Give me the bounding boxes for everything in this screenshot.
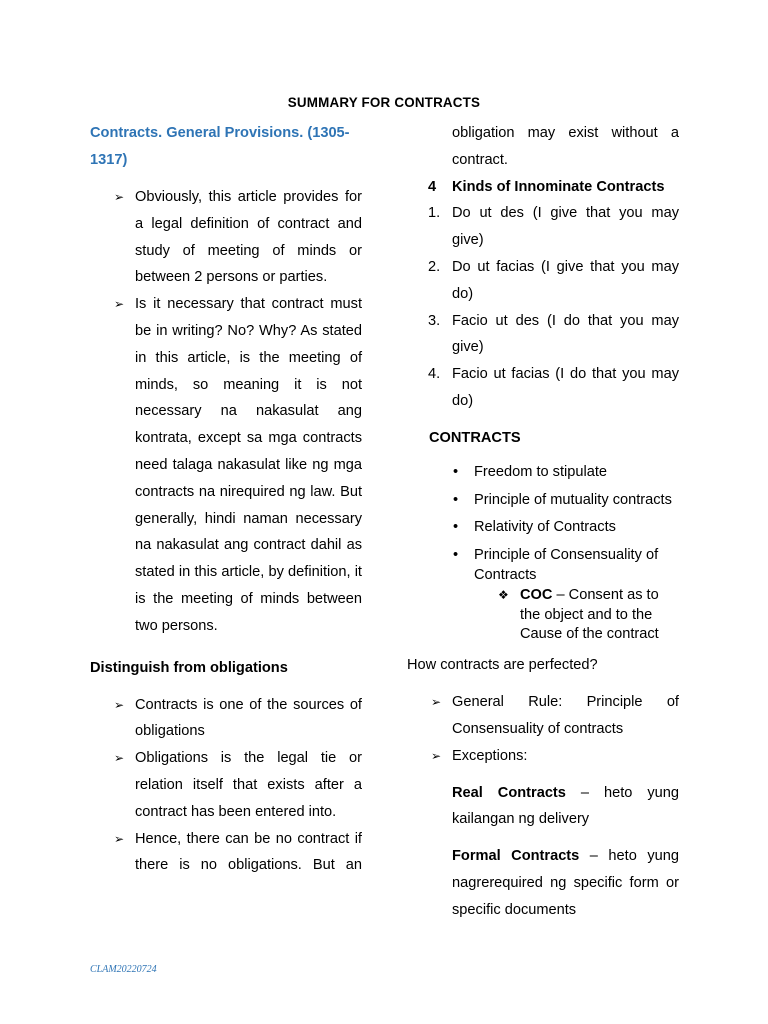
list-number: 4.: [428, 366, 441, 383]
list-item-text: Principle of mutuality contracts: [474, 491, 672, 508]
list-item-text: Freedom to stipulate: [474, 463, 608, 480]
list-item-text: Facio ut facias (I do that you may do): [452, 366, 679, 409]
right-column: [407, 120, 679, 924]
coc-label: COC: [520, 586, 553, 603]
list-item: [90, 692, 362, 746]
list-item: [407, 361, 679, 415]
list-item: [407, 463, 679, 483]
list-number: 2.: [428, 258, 441, 275]
list-item-text: Obligations is the legal tie or relation itself that exists after a contract has been entered into.: [135, 750, 362, 820]
general-provisions-list: [90, 184, 362, 640]
list-item-text: Relativity of Contracts: [474, 519, 616, 536]
kinds-heading-text: Kinds of Innominate Contracts: [452, 178, 665, 195]
arrow-bullet-icon: ➢: [114, 190, 125, 204]
list-item: [407, 689, 679, 743]
list-item-text: General Rule: Principle of Consensuality of contracts: [452, 694, 679, 737]
diamond-bullet-icon: ❖: [498, 587, 509, 602]
formal-contracts-label: Formal Contracts: [452, 848, 580, 865]
kinds-number: 4: [428, 178, 437, 195]
list-item: [90, 184, 362, 291]
list-item-text: Is it necessary that contract must be in writing? No? Why? As stated in this article, is the meeting of minds, so meaning it is not necessary na nakasulat ang kontrata, except sa mga contracts need talaga nakasulat like ng mga contracts na nirequired ng law. But generally, hindi naman necessary na nakasulat ang contract dahil as stated in this article, by definition, it is the meeting of minds between two persons.: [135, 296, 362, 634]
list-item: [90, 745, 362, 825]
list-item-text: Contracts is one of the sources of obligations: [135, 696, 362, 740]
list-item-text: Do ut des (I give that you may give): [452, 205, 679, 249]
page-title: SUMMARY FOR CONTRACTS: [287, 95, 481, 110]
section-heading-distinguish: Distinguish from obligations: [90, 659, 288, 676]
list-item: [90, 826, 362, 880]
list-item: [407, 254, 679, 308]
arrow-bullet-icon: ➢: [114, 831, 125, 846]
coc-text: – Consent as to the object and to the Cause of the contract: [520, 586, 659, 643]
dot-bullet-icon: •: [453, 519, 459, 536]
real-contracts-text: – heto yung kailangan ng delivery: [452, 784, 679, 828]
perfected-question: How contracts are perfected?: [407, 657, 598, 674]
list-item: [407, 546, 679, 586]
document-footer-code: CLAM20220724: [90, 964, 157, 975]
section-heading-general-provisions: Contracts. General Provisions. (1305-1317): [90, 125, 350, 168]
distinguish-list: [90, 692, 362, 880]
perfected-list: [407, 689, 679, 769]
arrow-bullet-icon: ➢: [114, 751, 125, 766]
list-number: 1.: [428, 205, 441, 222]
list-item-text: Obviously, this article provides for a legal definition of contract and study of meeting of minds or between 2 persons or parties.: [135, 189, 362, 286]
list-number: 3.: [428, 312, 441, 329]
list-item: [407, 743, 679, 770]
list-item-text: Do ut facias (I give that you may do): [452, 258, 679, 302]
list-item-text: Exceptions:: [452, 747, 528, 764]
real-contracts-paragraph: [407, 780, 679, 834]
list-item-text: Facio ut des (I do that you may give): [452, 312, 679, 356]
list-item: [90, 291, 362, 639]
arrow-bullet-icon: ➢: [431, 748, 442, 763]
dot-bullet-icon: •: [453, 491, 459, 508]
arrow-bullet-icon: ➢: [431, 695, 442, 710]
real-contracts-label: Real Contracts: [452, 784, 566, 801]
contracts-principles-list: [407, 463, 679, 586]
dot-bullet-icon: •: [453, 463, 459, 480]
formal-contracts-paragraph: [407, 843, 679, 923]
innominate-contracts-list: [407, 200, 679, 414]
kinds-heading: [407, 174, 679, 201]
list-item-text: Principle of Consensuality of Contracts: [474, 547, 659, 583]
list-item: [407, 200, 679, 254]
continuation-text: obligation may exist without a contract.: [452, 125, 679, 168]
formal-contracts-text: – heto yung nagrerequired ng specific form or specific documents: [452, 848, 679, 918]
list-item: [407, 491, 679, 511]
arrow-bullet-icon: ➢: [114, 697, 125, 712]
list-item: [407, 308, 679, 362]
left-column: [90, 120, 362, 879]
contracts-heading: CONTRACTS: [429, 429, 521, 446]
list-item-text: Hence, there can be no contract if there is no obligations. But an: [135, 830, 362, 874]
coc-subitem: [407, 586, 679, 645]
dot-bullet-icon: •: [453, 547, 459, 564]
arrow-bullet-icon: ➢: [114, 297, 125, 312]
list-item: [407, 518, 679, 538]
